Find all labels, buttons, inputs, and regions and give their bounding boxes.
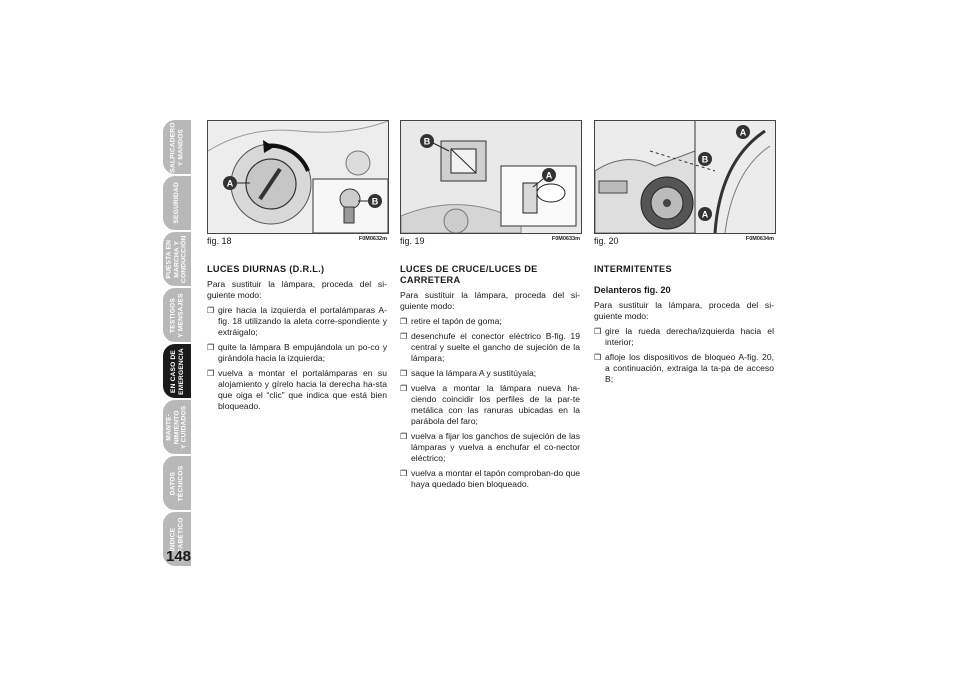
- marker-a: A: [226, 178, 234, 189]
- bullet-text: quite la lámpara B empujándola un po-co y girándola hacia la izquierda;: [218, 342, 387, 363]
- tab-testigos[interactable]: [163, 288, 191, 342]
- bullet-text: retire el tapón de goma;: [411, 316, 502, 326]
- column-intermitentes: [594, 120, 774, 389]
- list-item: [207, 342, 387, 364]
- checkbox-icon: ❒: [400, 469, 408, 478]
- checkbox-icon: ❒: [400, 432, 408, 441]
- figure-label: fig. 18: [207, 236, 232, 246]
- bullet-text: gire hacia la izquierda el portalámparas A-fig. 18 utilizando la aleta corre-spondiente y extráigalo;: [218, 305, 387, 337]
- list-item: [400, 383, 580, 427]
- checkbox-icon: ❒: [207, 369, 215, 378]
- section-heading: LUCES DE CRUCE/LUCES DE CARRETERA: [400, 264, 538, 285]
- tab-label: MANTE- NIMIENTO Y CUIDADOS: [165, 405, 188, 449]
- tab-label: TESTIGOS Y MENSAJES: [169, 292, 185, 338]
- marker-b: B: [423, 136, 431, 147]
- marker-a-bottom: A: [701, 209, 709, 220]
- list-item: [400, 368, 580, 379]
- intro-text: Para sustituir la lámpara, proceda del si-guiente modo:: [594, 300, 774, 321]
- list-item: [207, 368, 387, 412]
- list-item: [400, 316, 580, 327]
- figure-label: fig. 19: [400, 236, 425, 246]
- section-heading: LUCES DIURNAS (D.R.L.): [207, 264, 325, 274]
- checkbox-icon: ❒: [400, 317, 408, 326]
- tab-mantenimiento[interactable]: [163, 400, 191, 454]
- checkbox-icon: ❒: [400, 332, 408, 341]
- tab-puesta-en-marcha[interactable]: [163, 232, 191, 286]
- figure-20: [594, 120, 776, 234]
- bullet-text: desenchufe el conector eléctrico B-fig. 19 central y suelte el gancho de sujeción de la lámpara;: [411, 331, 580, 363]
- tab-label: SEGURIDAD: [173, 182, 181, 224]
- column-drl: [207, 120, 387, 416]
- figure-code: F0M0633m: [551, 236, 580, 242]
- column-cruce-carretera: [400, 120, 580, 494]
- tab-emergencia[interactable]: [163, 344, 191, 398]
- checkbox-icon: ❒: [207, 306, 215, 315]
- bullet-text: afloje los dispositivos de bloqueo A-fig. 20, a continuación, extraiga la ta-pa de acceso B;: [605, 352, 774, 384]
- tab-label: DATOS TÉCNICOS: [169, 465, 185, 501]
- checkbox-icon: ❒: [400, 369, 408, 378]
- checkbox-icon: ❒: [594, 327, 602, 336]
- headlight-drl-illustration: [208, 121, 388, 233]
- tab-salpicadero[interactable]: [163, 120, 191, 174]
- bullet-text: gire la rueda derecha/izquierda hacia el interior;: [605, 326, 774, 347]
- section-body: [400, 264, 580, 490]
- list-item: [207, 305, 387, 338]
- checkbox-icon: ❒: [594, 353, 602, 362]
- section-body: [594, 264, 774, 385]
- bullet-text: vuelva a montar la lámpara nueva ha-ciendo coincidir los perfiles de la par-te metálica con las ranuras ubicadas en la parábola del faro;: [411, 383, 580, 426]
- figure-19: [400, 120, 582, 234]
- headlight-bulb-illustration: [401, 121, 581, 233]
- list-item: [594, 326, 774, 348]
- figure-caption: [594, 236, 774, 250]
- list-item: [400, 331, 580, 364]
- wheel-arch-illustration: [595, 121, 775, 233]
- tab-seguridad[interactable]: [163, 176, 191, 230]
- bullet-text: vuelva a montar el portalámparas en su alojamiento y gírelo hacia la derecha ha-sta que oiga el “clic” que indica que está bien bloqueado.: [218, 368, 387, 411]
- figure-caption: [207, 236, 387, 250]
- list-item: [400, 468, 580, 490]
- list-item: [400, 431, 580, 464]
- section-heading: INTERMITENTES: [594, 264, 672, 274]
- bullet-text: saque la lámpara A y sustitúyala;: [411, 368, 537, 378]
- bullet-text: vuelva a fijar los ganchos de sujeción de las lámparas y vuelva a enchufar el co-nector eléctrico;: [411, 431, 580, 463]
- marker-b: B: [371, 196, 379, 207]
- figure-code: F0M0634m: [745, 236, 774, 242]
- bullet-text: vuelva a montar el tapón comproban-do que haya quedado bien bloqueado.: [411, 468, 580, 489]
- checkbox-icon: ❒: [400, 384, 408, 393]
- tab-label: ÍNDICE ALFABÉTICO: [169, 516, 184, 562]
- figure-caption: [400, 236, 580, 250]
- intro-text: Para sustituir la lámpara, proceda del si-guiente modo:: [400, 290, 580, 311]
- tab-datos-tecnicos[interactable]: [163, 456, 191, 510]
- figure-18: [207, 120, 389, 234]
- intro-text: Para sustituir la lámpara, proceda del si-guiente modo:: [207, 279, 387, 300]
- marker-a-top: A: [739, 127, 747, 138]
- figure-code: F0M0632m: [358, 236, 387, 242]
- section-body: [207, 264, 387, 412]
- section-subheading: Delanteros fig. 20: [594, 285, 671, 295]
- marker-b: B: [701, 154, 709, 165]
- tab-label: EN CASO DE EMERGENCIA: [169, 347, 185, 395]
- tab-label: SALPICADERO Y MANDOS: [169, 121, 185, 173]
- page-number: 148: [166, 548, 192, 565]
- checkbox-icon: ❒: [207, 343, 215, 352]
- list-item: [594, 352, 774, 385]
- figure-label: fig. 20: [594, 236, 619, 246]
- marker-a: A: [545, 170, 553, 181]
- tab-label: PUESTA EN MARCHA Y CONDUCCIÓN: [165, 235, 188, 283]
